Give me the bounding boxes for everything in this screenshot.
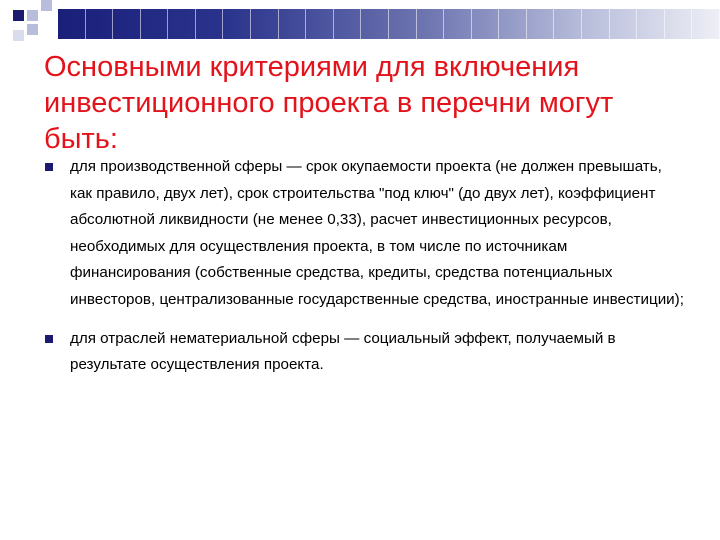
- header-band-grid: [58, 9, 720, 39]
- bullet-list: [44, 154, 684, 379]
- slide-title: Основными критериями для включения инвестиционного проекта в перечни могут быть:: [44, 51, 614, 155]
- decor-square-icon: [13, 10, 24, 21]
- decor-square-icon: [27, 10, 38, 21]
- decor-square-icon: [27, 24, 38, 35]
- decor-square-icon: [13, 30, 24, 41]
- list-item: [44, 154, 684, 314]
- decor-square-icon: [41, 0, 52, 11]
- square-bullet-icon: [45, 335, 53, 343]
- list-item: [44, 326, 684, 379]
- bullet-text: для отраслей нематериальной сферы — социальный эффект, получаемый в результате осуществления проекта.: [70, 329, 616, 374]
- square-bullet-icon: [45, 163, 53, 171]
- bullet-text: для производственной сферы — срок окупаемости проекта (не должен превышать, как правило, двух лет), срок строительства "под ключ" (до двух лет), коэффициент абсолютной ликвидности (не менее 0,33), расчет инвестиционных ресурсов, необходимых для осуществления проекта, в том числе по источникам финансирования (собственные средства, кредиты, средства потенциальных инвесторов, централизованные государственные средства, иностранные инвестиции);: [70, 158, 684, 308]
- header-decoration: [0, 0, 720, 44]
